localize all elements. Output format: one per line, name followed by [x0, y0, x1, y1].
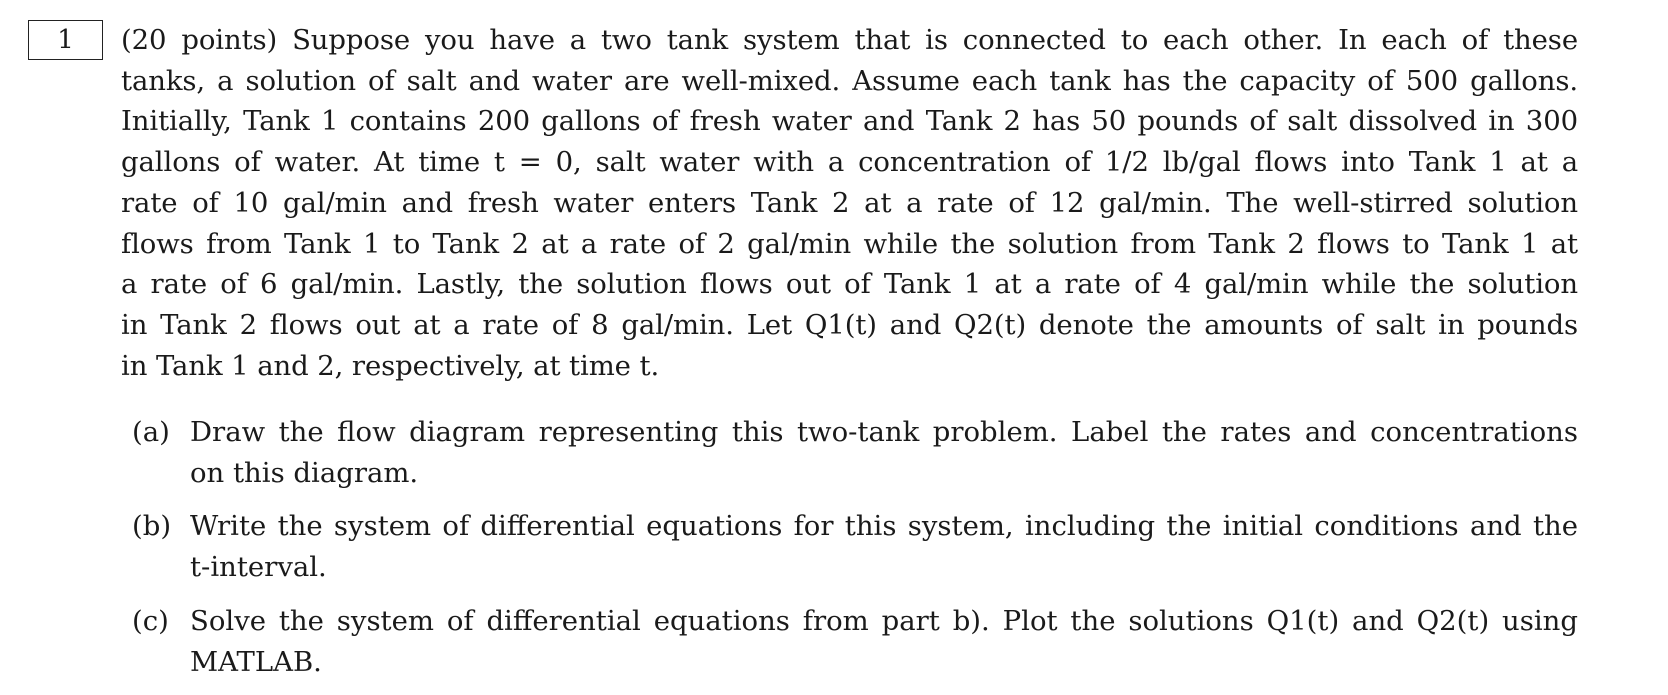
statement-line: gallons of water. At time t = 0, salt water with a concentration of 1/2 lb/gal flows into Tank 1 at a	[121, 146, 1578, 179]
subpart-line: Solve the system of differential equations from part b). Plot the solutions Q1(t) and Q2(t) using	[190, 604, 1578, 637]
subpart-line: Draw the flow diagram representing this two-tank problem. Label the rates and concentrations	[190, 416, 1578, 448]
subpart-line: on this diagram.	[190, 456, 419, 489]
statement-line: rate of 10 gal/min and fresh water enters Tank 2 at a rate of 12 gal/min. The well-stirred solution	[121, 186, 1578, 219]
statement-line: tanks, a solution of salt and water are well-mixed. Assume each tank has the capacity of 500 gallons.	[121, 64, 1578, 97]
subpart-line: t-interval.	[190, 551, 327, 584]
subpart-label: (a)	[132, 416, 170, 448]
subpart-b	[132, 506, 1578, 587]
subpart-text	[190, 412, 1578, 493]
problem-number-box	[28, 20, 103, 60]
subpart-c	[132, 601, 1578, 682]
subpart-label: (b)	[132, 510, 172, 543]
subparts-list	[132, 412, 1578, 695]
statement-line: Initially, Tank 1 contains 200 gallons of fresh water and Tank 2 has 50 pounds of salt dissolved in 300	[121, 105, 1578, 138]
statement-line: in Tank 1 and 2, respectively, at time t.	[121, 349, 660, 382]
subpart-line: MATLAB.	[190, 645, 322, 678]
problem-statement	[121, 20, 1578, 386]
statement-line: (20 points) Suppose you have a two tank system that is connected to each other. In each of these	[121, 24, 1578, 56]
problem-number: 1	[57, 25, 74, 55]
subpart-label: (c)	[132, 604, 169, 637]
statement-line: flows from Tank 1 to Tank 2 at a rate of 2 gal/min while the solution from Tank 2 flows to Tank 1 at	[121, 227, 1578, 260]
subpart-line: Write the system of differential equations for this system, including the initial conditions and the	[190, 510, 1578, 543]
subpart-text	[190, 601, 1578, 682]
subpart-text	[190, 506, 1578, 587]
statement-line: a rate of 6 gal/min. Lastly, the solution flows out of Tank 1 at a rate of 4 gal/min while the solution	[121, 268, 1578, 301]
statement-line: in Tank 2 flows out at a rate of 8 gal/min. Let Q1(t) and Q2(t) denote the amounts of salt in pounds	[121, 308, 1578, 341]
subpart-a	[132, 412, 1578, 493]
